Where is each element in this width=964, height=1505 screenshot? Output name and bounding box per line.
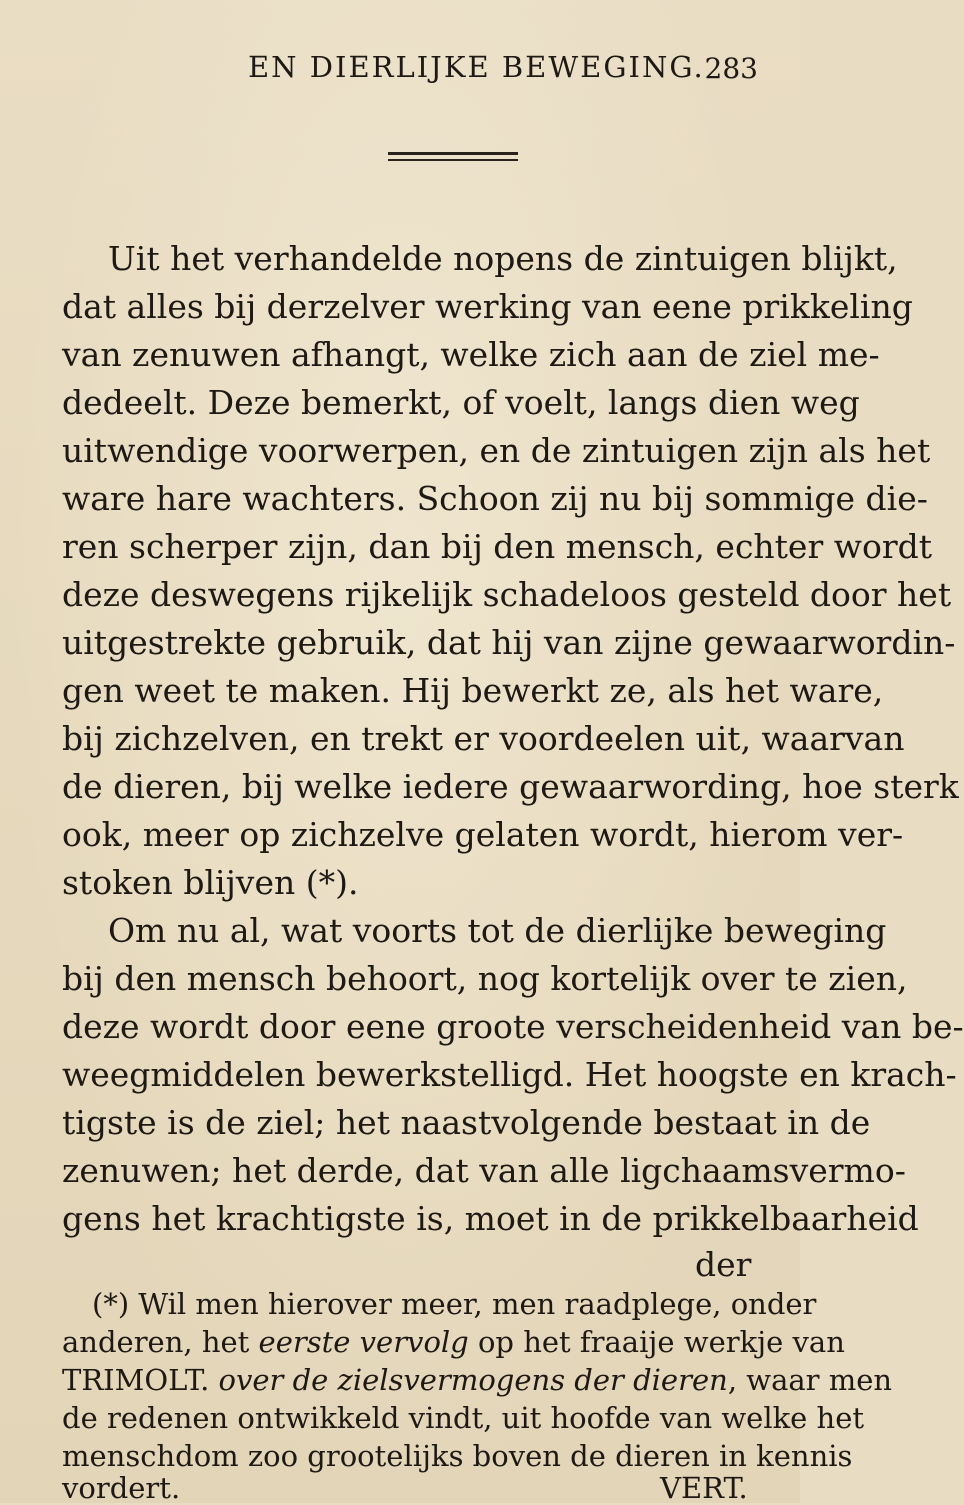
body-line: dat alles bij derzelver werking van eene prikkeling xyxy=(62,287,913,326)
footnote-italic-title: over de zielsvermogens der dieren xyxy=(218,1363,728,1397)
footnote-line xyxy=(62,1325,845,1359)
page-header xyxy=(248,50,758,100)
body-line: Uit het verhandelde nopens de zintuigen blijkt, xyxy=(108,239,898,278)
body-line: dedeelt. Deze bemerkt, of voelt, langs dien weg xyxy=(62,383,860,422)
footnote-text: op het fraaije werkje van xyxy=(468,1325,845,1359)
body-line: van zenuwen afhangt, welke zich aan de ziel me- xyxy=(62,335,880,374)
body-line: bij zichzelven, en trekt er voordeelen uit, waarvan xyxy=(62,719,905,758)
body-line: ook, meer op zichzelve gelaten wordt, hierom ver- xyxy=(62,815,904,854)
header-rule-ornament xyxy=(388,152,518,161)
footnote-text: anderen, het xyxy=(62,1325,259,1359)
running-head: EN DIERLIJKE BEWEGING. xyxy=(248,50,705,84)
body-line: gens het krachtigste is, moet in de prikkelbaarheid xyxy=(62,1199,919,1238)
footnote-italic-title: eerste vervolg xyxy=(258,1325,469,1359)
footnote-catchword: VERT. xyxy=(660,1471,748,1505)
body-line: bij den mensch behoort, nog kortelijk over te zien, xyxy=(62,959,908,998)
page-number: 283 xyxy=(704,52,758,85)
body-line: zenuwen; het derde, dat van alle ligchaamsvermo- xyxy=(62,1151,906,1190)
footnote-text: , waar men xyxy=(727,1363,893,1397)
footnote-line: de redenen ontwikkeld vindt, uit hoofde van welke het xyxy=(62,1401,865,1435)
body-line: stoken blijven (*). xyxy=(62,863,359,902)
body-line: deze deswegens rijkelijk schadeloos gesteld door het xyxy=(62,575,952,614)
body-line: Om nu al, wat voorts tot de dierlijke beweging xyxy=(108,911,887,950)
body-line: tigste is de ziel; het naastvolgende bestaat in de xyxy=(62,1103,871,1142)
footnote-line: menschdom zoo grootelijks boven de dieren in kennis xyxy=(62,1439,853,1473)
footnote-line: vordert. xyxy=(62,1471,181,1505)
footnote-author: TRIMOLT. xyxy=(62,1363,219,1397)
footnote-line xyxy=(62,1363,893,1397)
body-line: de dieren, bij welke iedere gewaarwording, hoe sterk xyxy=(62,767,959,806)
body-line: weegmiddelen bewerkstelligd. Het hoogste en krach- xyxy=(62,1055,957,1094)
body-line: deze wordt door eene groote verscheidenheid van be- xyxy=(62,1007,964,1046)
body-line: uitwendige voorwerpen, en de zintuigen zijn als het xyxy=(62,431,931,470)
body-line: uitgestrekte gebruik, dat hij van zijne gewaarwordin- xyxy=(62,623,956,662)
catchword-line: der xyxy=(695,1245,752,1284)
body-line: ware hare wachters. Schoon zij nu bij sommige die- xyxy=(62,479,928,518)
body-line: ren scherper zijn, dan bij den mensch, echter wordt xyxy=(62,527,933,566)
body-line: gen weet te maken. Hij bewerkt ze, als het ware, xyxy=(62,671,884,710)
footnote-line: (*) Wil men hierover meer, men raadplege, onder xyxy=(92,1287,817,1321)
